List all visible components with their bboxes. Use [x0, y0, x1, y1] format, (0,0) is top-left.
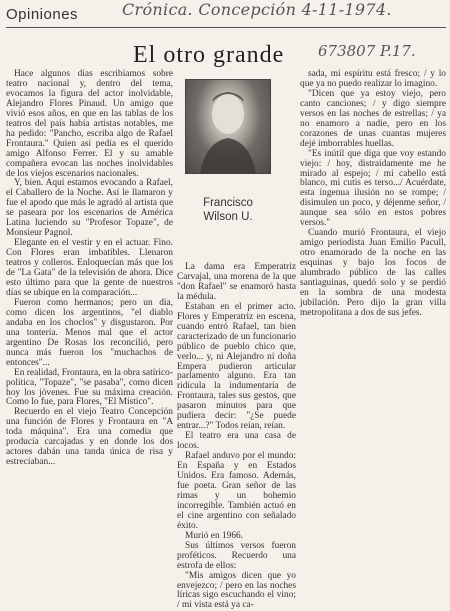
header-rule: [6, 27, 446, 28]
paragraph: "Dicen que ya estoy viejo, pero canto canciones; / y digo siempre versos en las noches de estrellas; / ya no enamoro a nadie, pero en los corazones de unas cuantas mujeres dejé imborrables huellas.: [300, 88, 446, 149]
paragraph: El teatro era una casa de locos.: [177, 431, 296, 452]
section-label: Opiniones: [6, 6, 79, 23]
paragraph: "Es inútil que diga que voy estando viejo: / hoy, distraídamente me he mirado al espejo; / mi cabello está blanco, mi cutis es terso.../ Acuérdate, esta ingenua ilusión no se rompe; / disimulen un poco, y déjenme señor, / aunque sea sólo en estos pobres versos.": [300, 148, 446, 229]
author-byline: [176, 196, 280, 224]
portrait-figure: [186, 80, 270, 173]
paragraph: En realidad, Frontaura, en la obra satírico-política, "Topaze", "se pasaba", como dicen hoy los jóvenes. Fue su máxima creación. Como lo fue, para Flores, "El Místico".: [6, 367, 173, 408]
paragraph: Elegante en el vestir y en el actuar. Fino. Con Flores eran imbatibles. Llenaron teatros y colleros. Enloquecían más que los de "La Gata" de la televisión de ahora. Dice esto último para que la gente de nuestros días se ubique en la comparación...: [6, 238, 173, 298]
paragraph: Fueron como hermanos; pero un día, como dicen los argentinos, "el diablo andaba en los choclos" y disgustaron. Por una tontería. Menos mal que el actor argentino De Rosas los reconcilió, pero nunca más fueron los "muchachos de entonces"...: [6, 297, 173, 368]
paragraph: Cuando murió Frontaura, el viejo amigo periodista Juan Emilio Pacull, otro enamorado de la noche en las esquinas y bajo los focos de alumbrado público de las calles santiaguinas, quedó solo y se perdió en la sombra de una modesta jubilación. Pero dijo la gran villa metropolitana a dos de sus jefes.: [300, 228, 446, 318]
paragraph: Recuerdo en el viejo Teatro Concepción una función de Flores y Frontaura en "A toda máquina". Era una comedia que producía carcajadas y en donde los dos actores dabán una tanda única de risa y estrecíaban...: [6, 407, 173, 468]
headline: El otro grande: [133, 42, 285, 68]
paragraph: "Mis amigos dicen que yo envejezco; / pero en las noches líricas sigo escuchando el vino; / mi vista está ya ca-: [177, 570, 296, 611]
paragraph: Rafael anduvo por el mundo: En España y en Estados Unidos. Era famoso. Además, fue poeta. Gran señor de las rimas y un bohemio incorregible. También actuó en el cine argentino con señalado éxito.: [177, 451, 296, 531]
paragraph: Murió en 1966.: [185, 530, 244, 541]
paragraph: Sus últimos versos fueron proféticos. Recuerdo una estrofa de ellos:: [177, 540, 296, 571]
text-column-middle: [177, 263, 296, 611]
paragraph: La dama era Emperatriz Carvajal, una morena de la que "don Rafael" se enamoró hasta la médula.: [177, 262, 296, 302]
handwritten-annotation: Crónica. Concepción 4-11-1974.: [122, 0, 392, 19]
text-column-right: [300, 70, 446, 319]
paragraph: sada, mi espíritu está fresco; / y lo que ya no puedo realizar lo imagino.: [300, 69, 446, 89]
paragraph: Hace algunos días escribíamos sobre teatro nacional y, dentro del tema, evocamos la figura del actor inolvidable, Alejandro Flores Pinaud. Un amigo que vivió esos años, en que en las tablas de los teatros del país había artistas notables, me ha pedido: "Pancho, escriba algo de Rafael Frontaura." Quien así pedía es el querido amigo Alfonso Ferrer. El y su amable compañera evocan las noches inolvidables de los viejos escenarios nacionales.: [6, 69, 173, 179]
paragraph: Estaban en el primer acto. Flores y Emperatriz en escena, cuando entró Rafael, tan bien caracterizado de un funcionario público de pueblo chico que, verlo... y, ni Alejandro ni doña Empera pudieron articular parlamento alguno. Era tan ridícula la indumentaria de Frontaura, tales sus gestos, que pasaron minutos para que pudiera decir: "¿Se puede entrar...?" Todos reían, reían.: [177, 301, 296, 432]
text-column-left: [6, 70, 173, 468]
paragraph: Y, bien. Aquí estamos evocando a Rafael, el Caballero de la Noche. Así le llamaron y fue el apodo que más le agradó al artista que se paseara por los escenarios de América Latina luciendo su "Profesor Topaze", de Monsieur Pagnol.: [6, 178, 173, 239]
author-first-name: Francisco: [203, 197, 253, 209]
handwritten-reference: 673807 P.17.: [318, 42, 416, 60]
author-photo: [185, 79, 271, 174]
author-last-name: Wilson U.: [203, 211, 253, 223]
